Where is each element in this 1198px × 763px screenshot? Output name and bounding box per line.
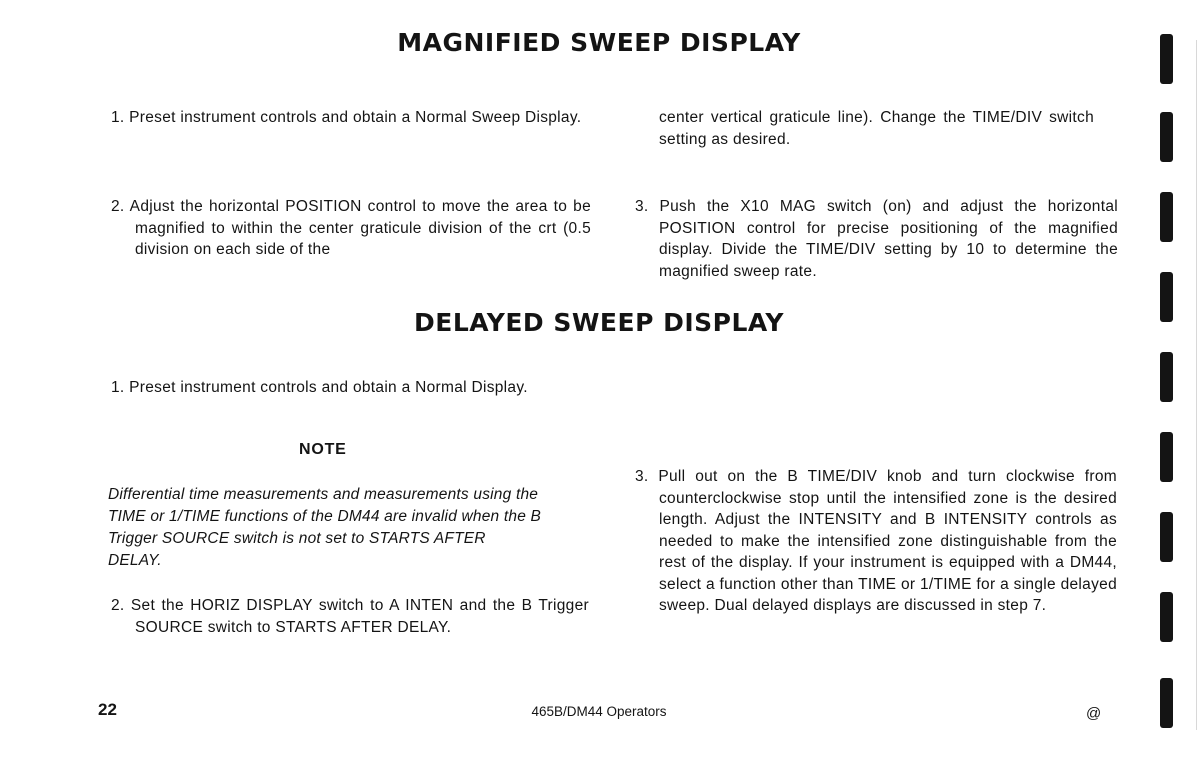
page-edge-line <box>1196 40 1197 730</box>
delayed-step-2: 2. Set the HORIZ DISPLAY switch to A INTEN and the B Trigger SOURCE switch to STARTS AFTER DELAY. <box>111 597 589 636</box>
magnified-step-2: 2. Adjust the horizontal POSITION control to move the area to be magnified to within the center graticule division of the crt (0.5 division on each side of the <box>111 198 591 258</box>
binder-tab <box>1160 512 1173 562</box>
manual-title: 465B/DM44 Operators <box>531 704 667 719</box>
binder-tab <box>1160 678 1173 728</box>
note-title: NOTE <box>299 441 347 458</box>
footer-mark: @ <box>1086 705 1102 722</box>
binder-tab <box>1160 592 1173 642</box>
binder-tab <box>1160 352 1173 402</box>
binder-tab <box>1160 272 1173 322</box>
binder-tab <box>1160 34 1173 84</box>
magnified-step-2-continued: center vertical graticule line). Change the TIME/DIV switch setting as desired. <box>659 109 1094 148</box>
page-number: 22 <box>98 700 117 719</box>
magnified-step-3: 3. Push the X10 MAG switch (on) and adjust the horizontal POSITION control for precise positioning of the magnified display. Divide the TIME/DIV setting by 10 to determine the magnified sweep rate. <box>635 198 1118 280</box>
section-title-delayed-sweep: DELAYED SWEEP DISPLAY <box>414 308 784 337</box>
section-title-magnified-sweep: MAGNIFIED SWEEP DISPLAY <box>397 28 801 57</box>
binder-tab <box>1160 112 1173 162</box>
delayed-step-3: 3. Pull out on the B TIME/DIV knob and turn clockwise from counterclockwise stop until the intensified zone is the desired length. Adjust the INTENSITY and B INTENSITY controls as needed to make the intensified zone distinguishable from the rest of the display. If your instrument is equipped with a DM44, select a function other than TIME or 1/TIME for a single delayed sweep. Dual delayed displays are discussed in step 7. <box>635 468 1117 614</box>
magnified-step-1: 1. Preset instrument controls and obtain a Normal Sweep Display. <box>111 109 582 126</box>
note-body: Differential time measurements and measurements using the TIME or 1/TIME functions of the DM44 are invalid when the B Trigger SOURCE switch is not set to STARTS AFTER DELAY. <box>108 486 542 569</box>
delayed-step-1: 1. Preset instrument controls and obtain a Normal Display. <box>111 379 528 396</box>
binder-tab <box>1160 192 1173 242</box>
binder-tab <box>1160 432 1173 482</box>
